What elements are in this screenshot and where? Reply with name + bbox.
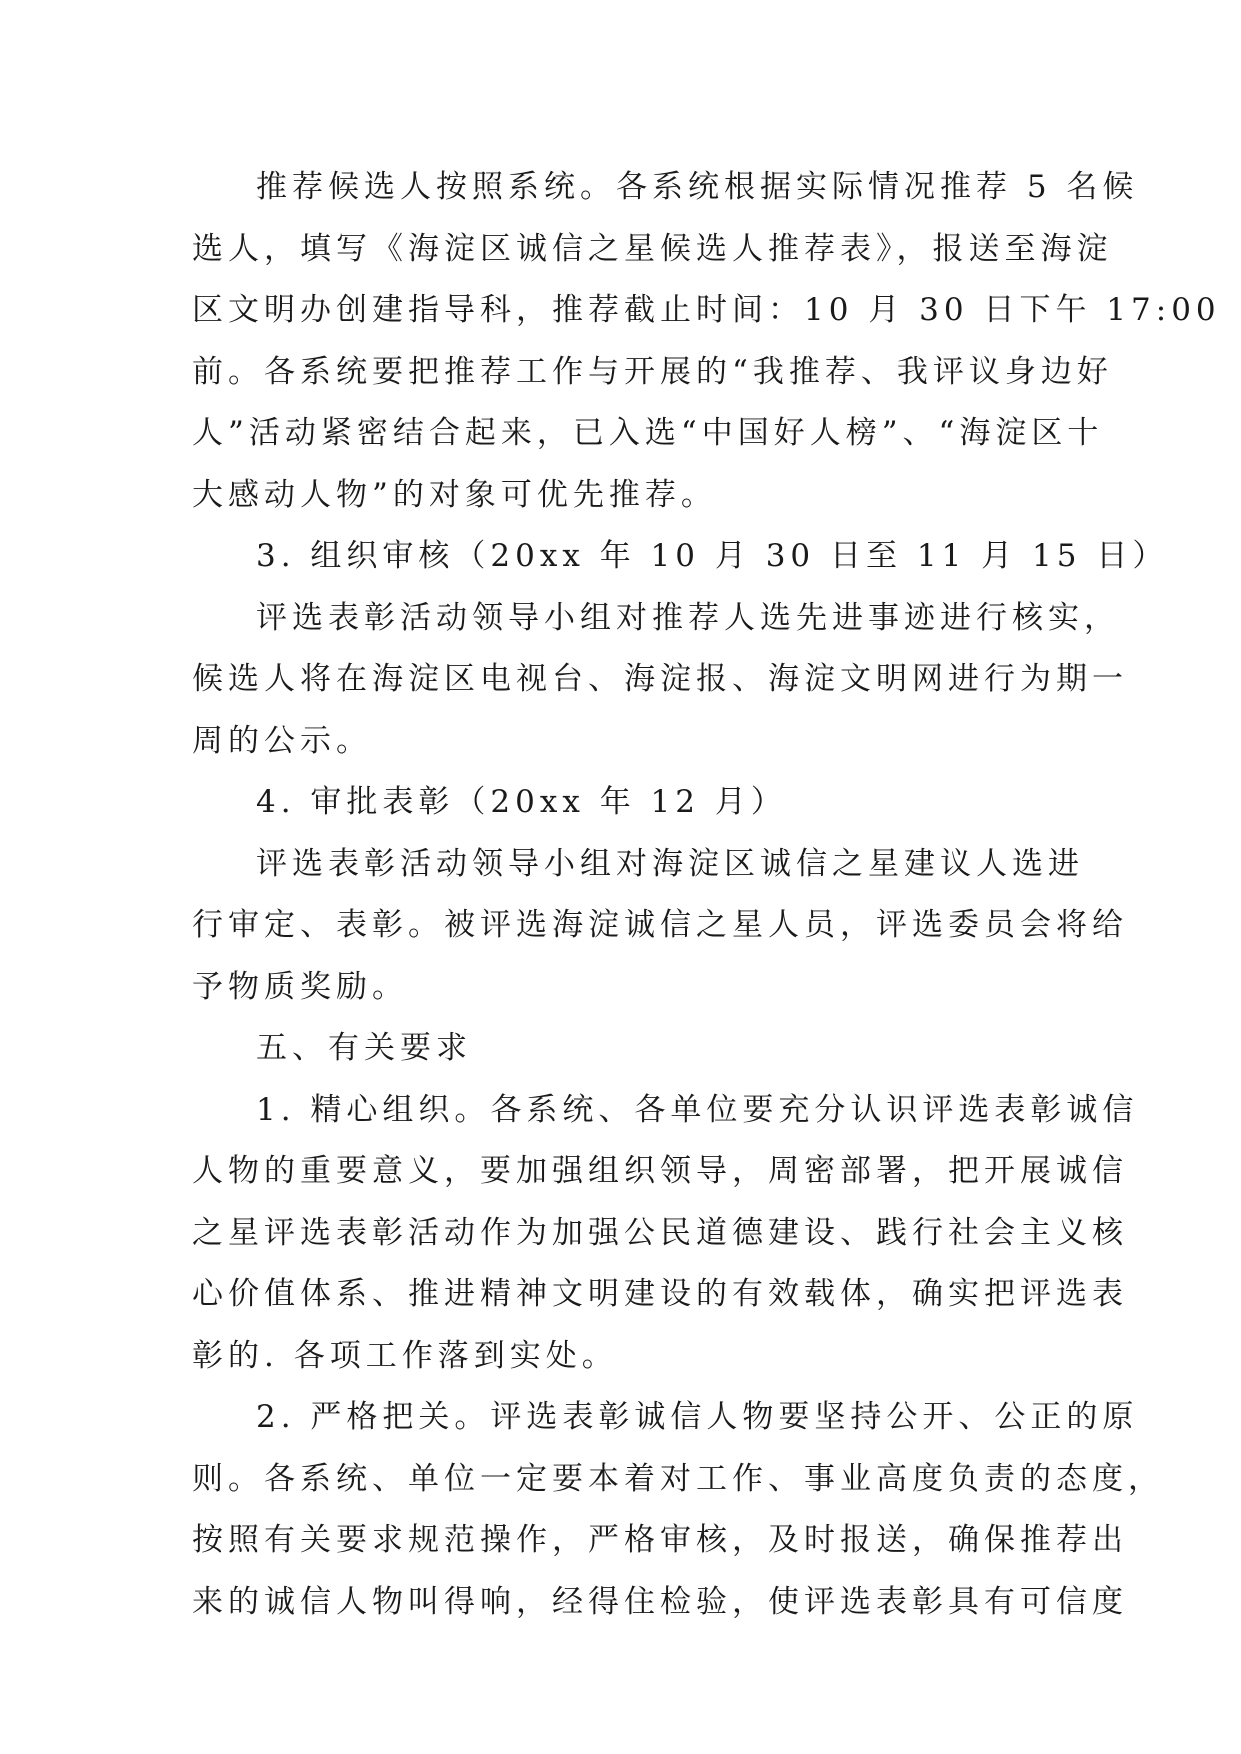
text-line: 候选人将在海淀区电视台、海淀报、海淀文明网进行为期一 — [192, 661, 1128, 697]
text-line: 大感动人物”的对象可优先推荐。 — [192, 476, 717, 513]
text-line: 评选表彰活动领导小组对海淀区诚信之星建议人选进 — [256, 845, 1084, 882]
text-line: 周的公示。 — [192, 722, 372, 759]
text-line: 评选表彰活动领导小组对推荐人选先进事迹进行核实， — [256, 599, 1120, 636]
text-line: 1. 精心组织。各系统、各单位要充分认识评选表彰诚信 — [256, 1091, 1139, 1128]
text-line: 行审定、表彰。被评选海淀诚信之星人员，评选委员会将给 — [192, 907, 1128, 943]
text-line: 2. 严格把关。评选表彰诚信人物要坚持公开、公正的原 — [256, 1399, 1139, 1435]
section-heading: 4. 审批表彰（20xx 年 12 月） — [256, 784, 787, 820]
text-line: 予物质奖励。 — [192, 968, 408, 1005]
text-line: 之星评选表彰活动作为加强公民道德建设、践行社会主义核 — [192, 1214, 1128, 1251]
text-line: 人”活动紧密结合起来，已入选“中国好人榜”、“海淀区十 — [192, 415, 1104, 451]
text-line: 则。各系统、单位一定要本着对工作、事业高度负责的态度， — [192, 1460, 1164, 1497]
text-line: 前。各系统要把推荐工作与开展的“我推荐、我评议身边好 — [192, 353, 1113, 390]
text-line: 推荐候选人按照系统。各系统根据实际情况推荐 5 名候 — [256, 169, 1139, 205]
text-line: 按照有关要求规范操作，严格审核，及时报送，确保推荐出 — [192, 1522, 1128, 1558]
text-line: 彰的. 各项工作落到实处。 — [192, 1337, 618, 1374]
text-line: 人物的重要意义，要加强组织领导，周密部署，把开展诚信 — [192, 1153, 1128, 1189]
document-page — [192, 157, 1221, 1633]
text-line: 选人，填写《海淀区诚信之星候选人推荐表》，报送至海淀 — [192, 230, 1113, 267]
section-heading: 五、有关要求 — [256, 1030, 472, 1066]
section-heading: 3. 组织审核（20xx 年 10 月 30 日至 11 月 15 日） — [256, 538, 1169, 574]
text-line: 心价值体系、推进精神文明建设的有效载体，确实把评选表 — [192, 1276, 1128, 1312]
text-line: 区文明办创建指导科，推荐截止时间：10 月 30 日下午 17:00 — [192, 292, 1221, 328]
text-line: 来的诚信人物叫得响，经得住检验，使评选表彰具有可信度 — [192, 1583, 1128, 1620]
